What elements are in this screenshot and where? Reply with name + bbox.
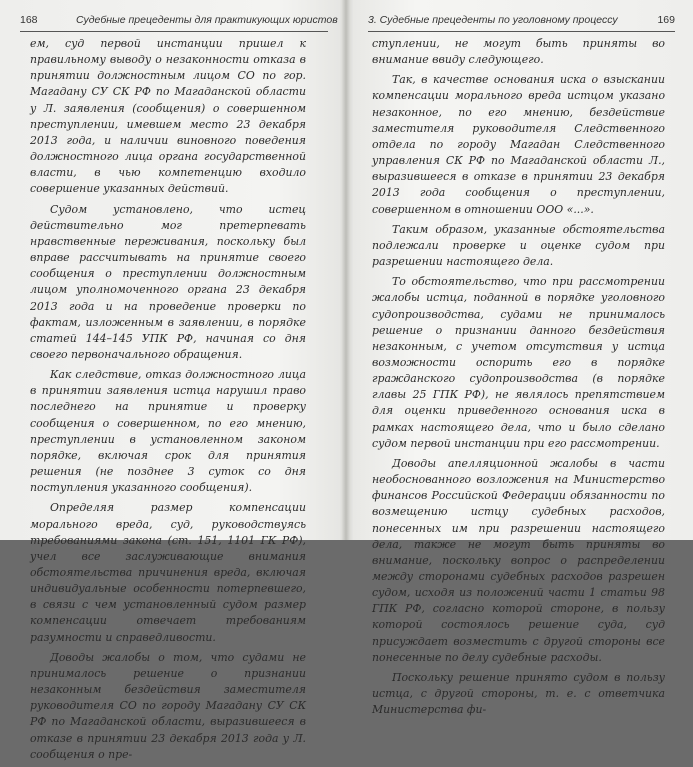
left-paragraph-5: Доводы жалобы о том, что судами не принималось решение о признании незаконным бездействия заместителя руководителя СО по городу Магадану СУ СК РФ по Магаданской области, выразившееся в отказе в принятии 23 декабря 2013 года у Л. сообщения о пре-: [30, 650, 306, 761]
right-paragraph-1: ступлении, не могут быть приняты во внимание ввиду следующего.: [372, 37, 665, 67]
right-page-header: [368, 14, 675, 30]
right-paragraph-5: Доводы апелляционной жалобы в части необоснованного возложения на Министерство финансов Российской Федерации обязанности по возмещению истцу судебных расходов, понесенных им при разрешении настоящего дела, также не могут быть приняты во внимание, поскольку вопрос о распределении между сторонами судебных расходов разрешен судом, исходя из положений части 1 статьи 98 ГПК РФ, согласно которой стороне, в пользу которой состоялось решение суда, суд присуждает возместить с другой стороны все понесенные по делу судебные расходы.: [372, 456, 665, 664]
left-page: [0, 0, 342, 761]
right-paragraph-2: Так, в качестве основания иска о взыскании компенсации морального вреда истцом указано незаконное, по его мнению, бездействие заместителя руководителя Следственного отдела по городу Магадан Следственного управления СК РФ по Магаданской области Л., выразившееся в отказе в принятии 23 декабря 2013 года сообщения о преступлении, совершенном в отношении ООО «...».: [372, 73, 665, 216]
left-page-body: [30, 36, 306, 767]
left-page-header: [20, 14, 338, 30]
left-header-rule: [20, 31, 328, 32]
left-paragraph-4: Определяя размер компенсации морального вреда, суд, руководствуясь требованиями закона (ст. 151, 1101 ГК РФ), учел все заслуживающие внимания обстоятельства причинения вреда, включая индивидуальные особенности потерпевшего, в связи с чем установленный судом размер компенсации отвечает требованиям разумности и справедливости.: [30, 501, 306, 644]
left-paragraph-3: Как следствие, отказ должностного лица в принятии заявления истца нарушил право последнего на принятие и проверку сообщения о совершенном, по его мнению, преступлении в установленном законом порядке, включая срок для принятия решения (не позднее 3 суток со дня поступления указанного сообщения).: [30, 368, 306, 495]
left-running-title: Судебные прецеденты для практикующих юристов: [76, 14, 338, 26]
right-page: [350, 0, 693, 717]
right-page-body: [372, 36, 665, 722]
left-paragraph-2: Судом установлено, что истец действительно мог претерпевать нравственные переживания, поскольку был вправе рассчитывать на принятие своего сообщения о преступлении должностным лицом уполномоченного органа 23 декабря 2013 года и на проведение проверки по фактам, изложенным в заявлении, в порядке статей 144–145 УПК РФ, начиная со дня своего первоначального обращения.: [30, 202, 306, 361]
right-paragraph-4: То обстоятельство, что при рассмотрении жалобы истца, поданной в порядке уголовного судопроизводства, судами не принималось решение о признании данного бездействия незаконным, с учетом отсутствия у истца возможности оспорить его в порядке гражданского судопроизводства (в порядке главы 25 ГПК РФ), не являлось препятствием для оценки приведенного основания иска в рамках настоящего дела, что и было сделано судом первой инстанции при его рассмотрении.: [372, 275, 665, 450]
left-page-number: 168: [20, 14, 38, 26]
right-page-number: 169: [657, 14, 675, 26]
right-header-rule: [368, 31, 675, 32]
right-paragraph-6: Поскольку решение принято судом в пользу истца, с другой стороны, т. е. с ответчика Министерства фи-: [372, 670, 665, 717]
left-paragraph-1: ем, суд первой инстанции пришел к правильному выводу о незаконности отказа в принятии должностным лицом СО по гор. Магадану СУ СК РФ по Магаданской области у Л. заявления (сообщения) о совершенном преступлении, имевшем место 23 декабря 2013 года, и наличии виновного поведения должностного лица органа государственной власти, в чью компетенцию входило совершение указанных действий.: [30, 37, 306, 196]
right-running-title: 3. Судебные прецеденты по уголовному процессу: [368, 14, 618, 26]
book-spine: [342, 0, 350, 540]
right-paragraph-3: Таким образом, указанные обстоятельства подлежали проверке и оценке судом при разрешении настоящего дела.: [372, 222, 665, 269]
